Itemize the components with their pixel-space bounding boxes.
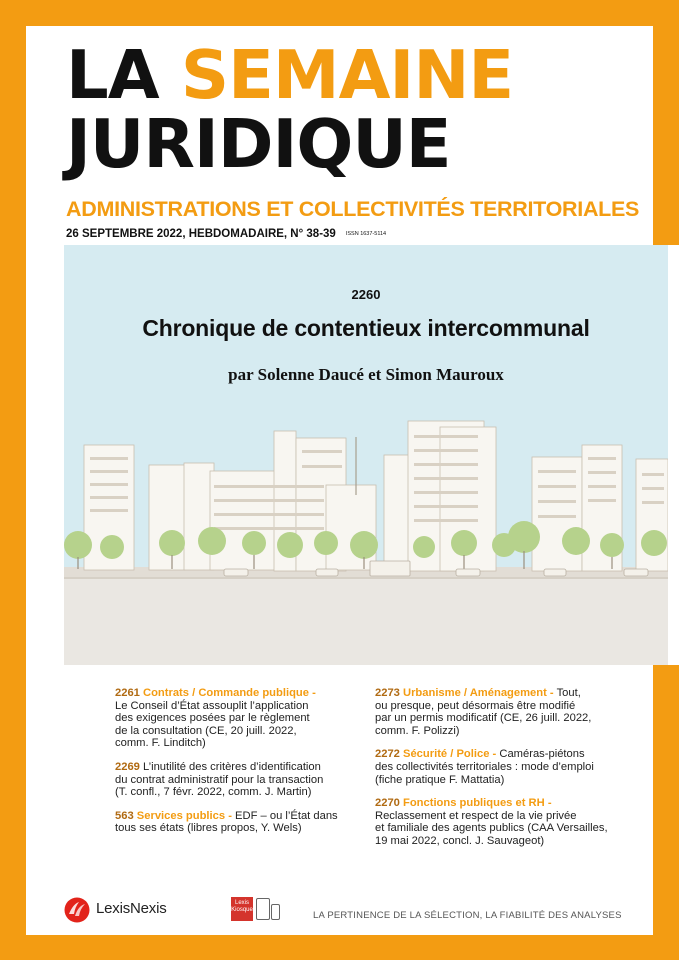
toc-item[interactable]: 2273 Urbanisme / Aménagement - Tout, ou presque, peut désormais être modifié par un permis modificatif (CE, 26 juill. 2022, comm. F. Polizzi) (375, 687, 592, 737)
publisher-name: LexisNexis (96, 900, 167, 917)
footer-slogan: LA PERTINENCE DE LA SÉLECTION, LA FIABILITÉ DES ANALYSES (313, 910, 622, 921)
toc-left-column (115, 687, 347, 846)
toc-item[interactable]: 2270 Fonctions publiques et RH - Reclassement et respect de la vie privée et familiale des agents publics (CAA Versailles, 19 mai 2022, concl. J. Sauvageot) (375, 797, 608, 847)
tablet-icon (256, 898, 270, 920)
chronicle-number: 2260 (351, 287, 381, 302)
toc-item[interactable]: 2269 L’inutilité des critères d’identification du contrat administratif pour la transaction (T. confl., 7 févr. 2022, comm. J. Martin) (115, 760, 324, 799)
toc-item[interactable]: 563 Services publics - EDF – ou l’État dans tous ses états (libres propos, Y. Wels) (115, 809, 338, 835)
masthead-la: LA (66, 36, 159, 114)
masthead-juridique: JURIDIQUE (66, 105, 451, 183)
orange-border-right-lower (653, 665, 679, 960)
orange-border-top (0, 0, 679, 26)
toc-item[interactable]: 2272 Sécurité / Police - Caméras-piétons des collectivités territoriales : mode d’emploi (fiche pratique F. Mattatia) (375, 748, 594, 786)
journal-subtitle: ADMINISTRATIONS ET COLLECTIVITÉS TERRITORIALES (66, 197, 640, 221)
orange-border-left (0, 0, 26, 960)
lexisnexis-logo-icon (63, 896, 93, 924)
phone-icon (271, 904, 280, 920)
toc-right-column (375, 687, 615, 859)
toc-item[interactable]: 2261 Contrats / Commande publique - Le Conseil d’État assouplit l’application des exigences posées par le règlement de la consultation (CE, 20 juill. 2022, comm. F. Linditch) (115, 687, 316, 750)
city-skyline-image (64, 245, 668, 665)
cover-illustration (64, 245, 668, 665)
issue-dateline (66, 228, 386, 240)
orange-border-bottom (0, 935, 679, 960)
chronicle-authors: par Solenne Daucé et Simon Mauroux (228, 365, 504, 384)
masthead (66, 36, 514, 183)
issn: ISSN 1637-5114 (345, 230, 387, 237)
issue-date: 26 SEPTEMBRE 2022, HEBDOMADAIRE, N° 38-39 (66, 228, 336, 240)
chronicle-title: Chronique de contentieux intercommunal (142, 315, 590, 341)
masthead-semaine: SEMAINE (180, 36, 514, 114)
orange-border-right-upper (653, 0, 679, 245)
lexis-kiosque-badge: Lexis Kiosque (231, 897, 253, 921)
